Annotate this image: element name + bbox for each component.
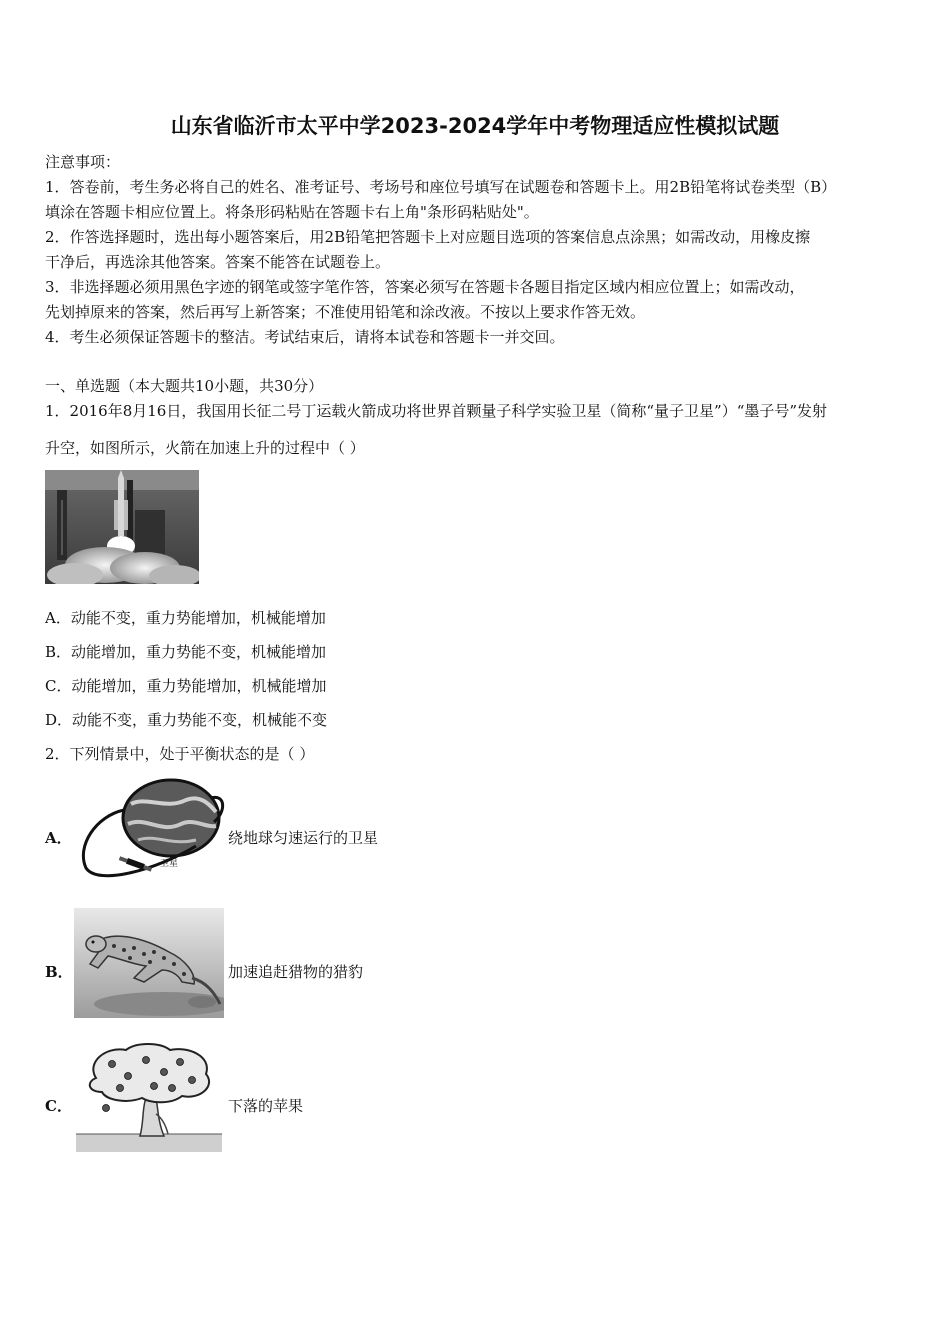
question-2-option-a-text: 绕地球匀速运行的卫星 (228, 829, 379, 847)
section-heading: 一、单选题（本大题共10小题，共30分） (45, 377, 324, 395)
notice-line: 2．作答选择题时，选出每小题答案后，用2B铅笔把答题卡上对应题目选项的答案信息点涂黑；如需改动，用橡皮擦 (45, 228, 811, 246)
satellite-orbit-image (76, 776, 226, 884)
rocket-launch-image (45, 470, 199, 584)
cheetah-image (74, 908, 224, 1018)
notice-line: 先划掉原来的答案，然后再写上新答案；不准使用铅笔和涂改液。不按以上要求作答无效。 (45, 303, 646, 321)
question-1-stem: 1．2016年8月16日，我国用长征二号丁运载火箭成功将世界首颗量子科学实验卫星（简称“量子卫星”）“墨子号”发射 (45, 402, 828, 420)
notice-line: 填涂在答题卡相应位置上。将条形码粘贴在答题卡右上角"条形码粘贴处"。 (45, 203, 539, 221)
notice-heading: 注意事项： (45, 153, 121, 171)
question-2-option-b-label: B． (45, 963, 73, 981)
notice-line: 3．非选择题必须用黑色字迹的钢笔或签字笔作答，答案必须写在答题卡各题目指定区域内相应位置上；如需改动， (45, 278, 805, 296)
question-2-stem: 2．下列情景中，处于平衡状态的是（ ） (45, 745, 315, 763)
question-2-option-b-text: 加速追赶猎物的猎豹 (228, 963, 364, 981)
question-2-option-c-text: 下落的苹果 (228, 1097, 304, 1115)
question-1-option-a: A．动能不变，重力势能增加，机械能增加 (45, 609, 326, 627)
satellite-caption: 卫星 (160, 859, 179, 869)
question-1-option-c: C．动能增加，重力势能增加，机械能增加 (45, 677, 327, 695)
notice-line: 1．答卷前，考生务必将自己的姓名、准考证号、考场号和座位号填写在试题卷和答题卡上。用2B铅笔将试卷类型（B） (45, 178, 837, 196)
question-1-stem: 升空，如图所示，火箭在加速上升的过程中（ ） (45, 439, 365, 457)
notice-line: 4．考生必须保证答题卡的整洁。考试结束后，请将本试卷和答题卡一并交回。 (45, 328, 565, 346)
question-2-option-c-label: C． (45, 1097, 72, 1115)
question-2-option-a-label: A． (45, 829, 72, 847)
apple-tree-image (76, 1042, 222, 1152)
notice-line: 干净后，再选涂其他答案。答案不能答在试题卷上。 (45, 253, 391, 271)
question-1-option-b: B．动能增加，重力势能不变，机械能增加 (45, 643, 327, 661)
question-1-option-d: D．动能不变，重力势能不变，机械能不变 (45, 711, 328, 729)
page-title: 山东省临沂市太平中学2023-2024学年中考物理适应性模拟试题 (170, 114, 780, 138)
